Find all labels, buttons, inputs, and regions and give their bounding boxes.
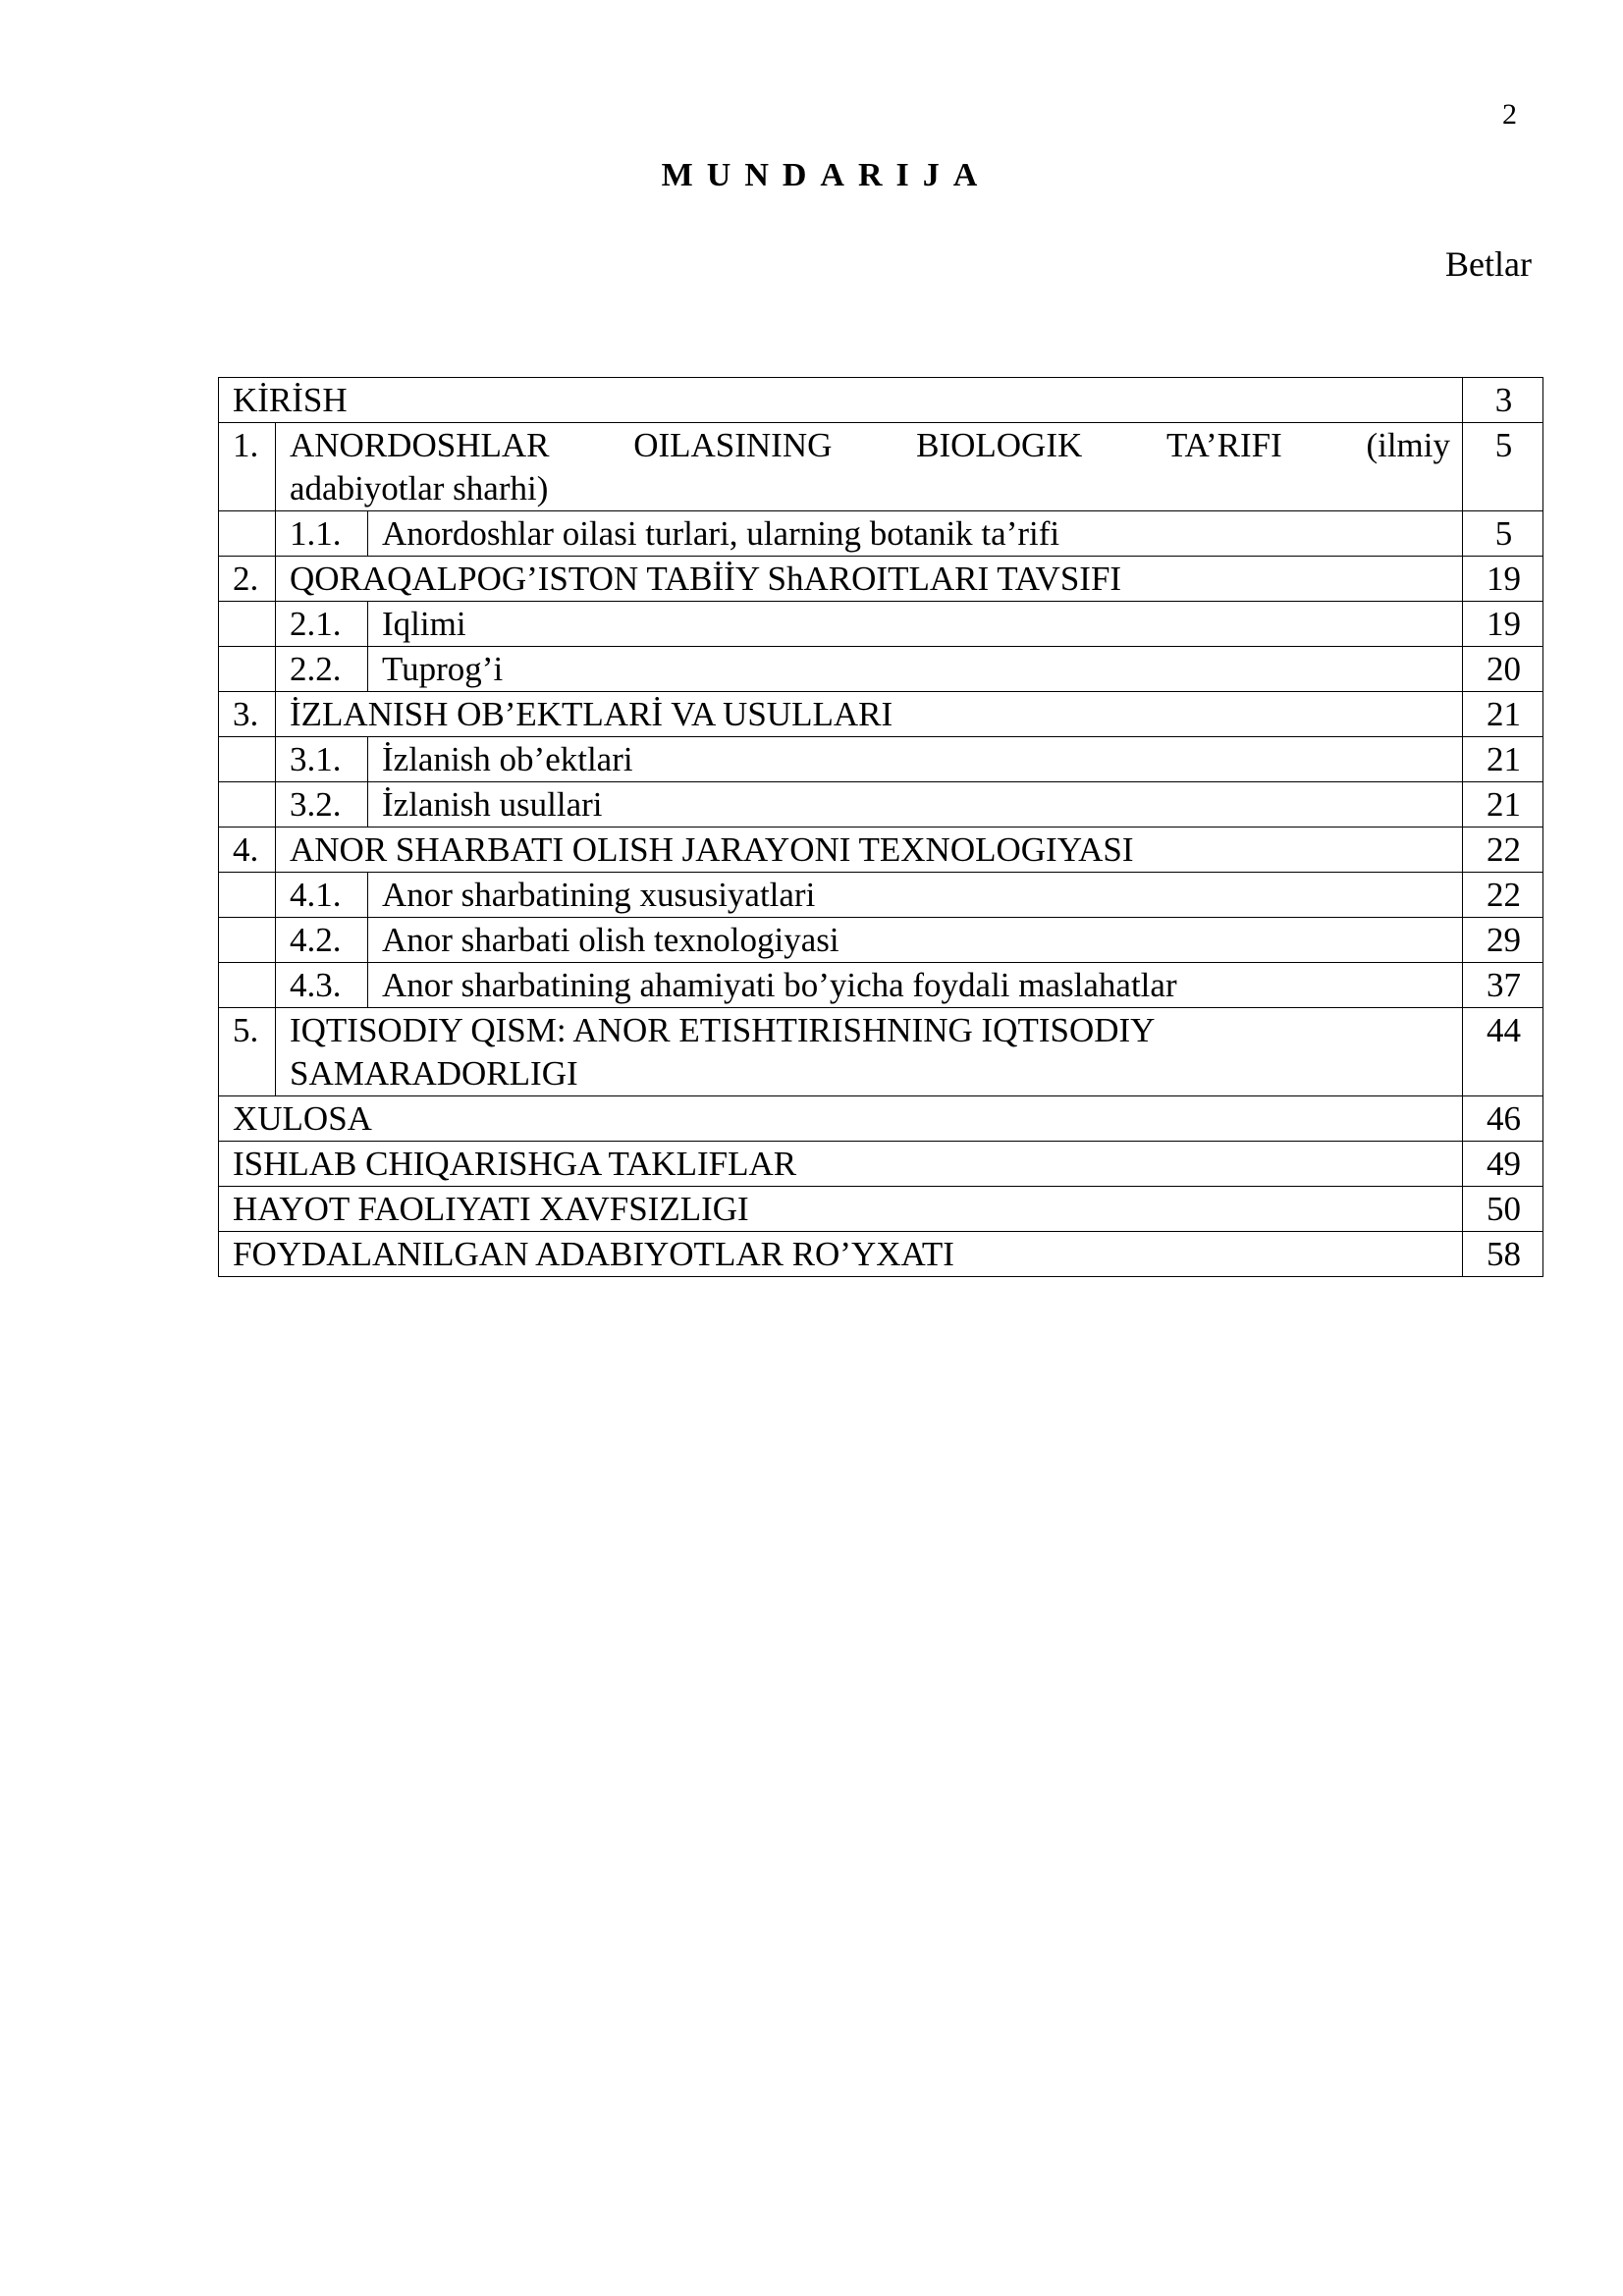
title-word: (ilmiy [1366, 426, 1450, 464]
toc-row-proposals [219, 1142, 1543, 1187]
toc-row-references [219, 1232, 1543, 1277]
toc-entry-number: 2.1. [276, 602, 368, 647]
toc-row-section-4-1 [219, 873, 1543, 918]
toc-entry-number: 2.2. [276, 647, 368, 692]
toc-indent-cell [219, 873, 276, 918]
toc-row-section-3-1 [219, 737, 1543, 782]
toc-entry-number: 2. [219, 557, 276, 602]
toc-entry-page: 19 [1463, 602, 1543, 647]
toc-entry-page: 21 [1463, 782, 1543, 828]
toc-entry-title-line-2: SAMARADORLIGI [290, 1054, 578, 1093]
toc-row-chapter-3 [219, 692, 1543, 737]
toc-entry-page: 58 [1463, 1232, 1543, 1277]
toc-entry-page: 37 [1463, 963, 1543, 1008]
toc-row-chapter-5 [219, 1008, 1543, 1096]
toc-indent-cell [219, 511, 276, 557]
title-word: OILASINING [633, 426, 833, 464]
toc-indent-cell [219, 602, 276, 647]
toc-entry-title-line-1: IQTISODIY QISM: ANOR ETISHTIRISHNING IQTISODIY [290, 1011, 1156, 1049]
toc-entry-title: ISHLAB CHIQARISHGA TAKLIFLAR [219, 1142, 1463, 1187]
toc-entry-title: Anor sharbatining ahamiyati bo’yicha foydali maslahatlar [368, 963, 1463, 1008]
toc-entry-page: 49 [1463, 1142, 1543, 1187]
toc-entry-page: 19 [1463, 557, 1543, 602]
toc-row-conclusion [219, 1096, 1543, 1142]
toc-entry-number: 3. [219, 692, 276, 737]
toc-entry-page: 20 [1463, 647, 1543, 692]
toc-row-chapter-4 [219, 828, 1543, 873]
toc-entry-page: 46 [1463, 1096, 1543, 1142]
toc-entry-title: Iqlimi [368, 602, 1463, 647]
toc-entry-title: İzlanish ob’ektlari [368, 737, 1463, 782]
toc-entry-page: 50 [1463, 1187, 1543, 1232]
toc-entry-title: İZLANISH OB’EKTLARİ VA USULLARI [276, 692, 1463, 737]
title-word: BIOLOGIK [916, 426, 1083, 464]
toc-entry-page: 21 [1463, 737, 1543, 782]
toc-row-safety [219, 1187, 1543, 1232]
toc-row-section-3-2 [219, 782, 1543, 828]
toc-row-section-2-1 [219, 602, 1543, 647]
page-number: 2 [1502, 98, 1517, 131]
toc-entry-page: 5 [1463, 511, 1543, 557]
toc-entry-number: 4.2. [276, 918, 368, 963]
toc-entry-number: 5. [219, 1008, 276, 1096]
page-title: MUNDARIJA [661, 157, 992, 193]
toc-entry-number: 3.2. [276, 782, 368, 828]
toc-entry-page: 22 [1463, 828, 1543, 873]
toc-entry-title-line-2: adabiyotlar sharhi) [290, 469, 549, 507]
toc-entry-page: 22 [1463, 873, 1543, 918]
toc-row-intro [219, 378, 1543, 423]
toc-entry-title: Anor sharbatining xususiyatlari [368, 873, 1463, 918]
toc-entry-number: 3.1. [276, 737, 368, 782]
toc-entry-title [276, 423, 1463, 511]
toc-row-section-2-2 [219, 647, 1543, 692]
toc-row-section-4-3 [219, 963, 1543, 1008]
table-of-contents [218, 377, 1543, 1277]
toc-entry-number: 1.1. [276, 511, 368, 557]
toc-row-section-4-2 [219, 918, 1543, 963]
toc-entry-title: Anordoshlar oilasi turlari, ularning botanik ta’rifi [368, 511, 1463, 557]
toc-entry-title: QORAQALPOG’ISTON TABİİY ShAROITLARI TAVSIFI [276, 557, 1463, 602]
toc-entry-title-line-1 [290, 424, 1450, 467]
toc-entry-page: 29 [1463, 918, 1543, 963]
toc-indent-cell [219, 782, 276, 828]
toc-indent-cell [219, 737, 276, 782]
toc-entry-number: 4.3. [276, 963, 368, 1008]
toc-entry-title: Tuprog’i [368, 647, 1463, 692]
toc-entry-title: Anor sharbati olish texnologiyasi [368, 918, 1463, 963]
toc-entry-page: 21 [1463, 692, 1543, 737]
toc-row-chapter-1 [219, 423, 1543, 511]
toc-entry-title: HAYOT FAOLIYATI XAVFSIZLIGI [219, 1187, 1463, 1232]
toc-entry-number: 1. [219, 423, 276, 511]
title-word: ANORDOSHLAR [290, 426, 550, 464]
toc-entry-title: KİRİSH [219, 378, 1463, 423]
toc-entry-number: 4. [219, 828, 276, 873]
toc-row-chapter-2 [219, 557, 1543, 602]
toc-indent-cell [219, 963, 276, 1008]
toc-entry-title: ANOR SHARBATI OLISH JARAYONI TEXNOLOGIYASI [276, 828, 1463, 873]
pages-column-header: Betlar [1445, 244, 1532, 284]
toc-indent-cell [219, 918, 276, 963]
toc-entry-page: 44 [1463, 1008, 1543, 1096]
toc-entry-title [276, 1008, 1463, 1096]
toc-entry-page: 5 [1463, 423, 1543, 511]
toc-entry-title: FOYDALANILGAN ADABIYOTLAR RO’YXATI [219, 1232, 1463, 1277]
toc-entry-page: 3 [1463, 378, 1543, 423]
toc-row-section-1-1 [219, 511, 1543, 557]
toc-entry-title: İzlanish usullari [368, 782, 1463, 828]
toc-entry-number: 4.1. [276, 873, 368, 918]
title-word: TA’RIFI [1165, 426, 1282, 464]
toc-entry-title: XULOSA [219, 1096, 1463, 1142]
toc-indent-cell [219, 647, 276, 692]
